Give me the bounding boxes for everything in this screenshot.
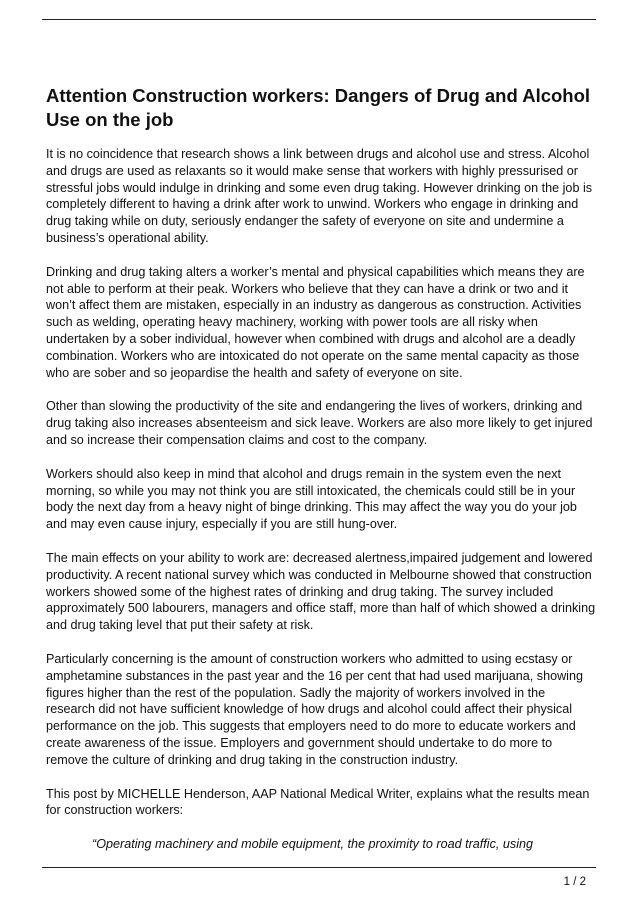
block-quote: “Operating machinery and mobile equipment, the proximity to road traffic, using bbox=[92, 837, 533, 852]
paragraph-6: Particularly concerning is the amount of construction workers who admitted to using ecstasy or amphetamine substances in the past year and the 16 per cent that had used marijuana, showing figures higher than the rest of the population. Sadly the majority of workers involved in the research did not have sufficient knowledge of how drugs and alcohol could affect their physical performance on the job. This suggests that employers need to do more to educate workers and create awareness of the issue. Employers and government should undertake to do more to remove the culture of drinking and drug taking in the construction industry. bbox=[46, 651, 583, 767]
header-rule bbox=[42, 19, 596, 20]
paragraph-1: It is no coincidence that research shows a link between drugs and alcohol use and stress. Alcohol and drugs are used as relaxants so it would make sense that workers with highly pressurised or stressful jobs would indulge in drinking and some even drug taking. However drinking on the job is completely different to having a drink after work to unwind. Workers who engage in drinking and drug taking while on duty, seriously endanger the safety of everyone on site and undermine a business’s operational ability. bbox=[46, 147, 593, 245]
document-body bbox=[46, 84, 596, 870]
paragraph-4: Workers should also keep in mind that alcohol and drugs remain in the system even the next morning, so while you may not think you are still intoxicated, the chemicals could still be in your body the next day from a heavy night of binge drinking. This may affect the way you do your job and may even cause injury, especially if you are still hung-over. bbox=[46, 466, 577, 532]
paragraph-5: The main effects on your ability to work are: decreased alertness,impaired judgement and lowered productivity. A recent national survey which was conducted in Melbourne showed that construction workers showed some of the highest rates of drinking and drug taking. The survey included approximately 500 labourers, managers and office staff, more than half of which showed a drinking and drug taking level that put their safety at risk. bbox=[46, 550, 596, 633]
footer-rule bbox=[42, 867, 596, 868]
document-title: Attention Construction workers: Dangers of Drug and Alcohol Use on the job bbox=[46, 85, 591, 130]
paragraph-7: This post by MICHELLE Henderson, AAP National Medical Writer, explains what the results mean for construction workers: bbox=[46, 786, 590, 818]
page-number: 1 / 2 bbox=[563, 876, 586, 888]
paragraph-2: Drinking and drug taking alters a worker’s mental and physical capabilities which means they are not able to perform at their peak. Workers who believe that they can have a drink or two and it won’t affect them are mistaken, especially in an industry as dangerous as construction. Activities such as welding, operating heavy machinery, working with power tools are all risky when undertaken by a sober individual, however when combined with drugs and alcohol are a deadly combination. Workers who are intoxicated do not operate on the same mental capacity as those who are sober and so jeopardise the health and safety of everyone on site. bbox=[46, 264, 585, 380]
paragraph-3: Other than slowing the productivity of the site and endangering the lives of workers, drinking and drug taking also increases absenteeism and sick leave. Workers are also more likely to get injured and so increase their compensation claims and cost to the company. bbox=[46, 399, 593, 447]
